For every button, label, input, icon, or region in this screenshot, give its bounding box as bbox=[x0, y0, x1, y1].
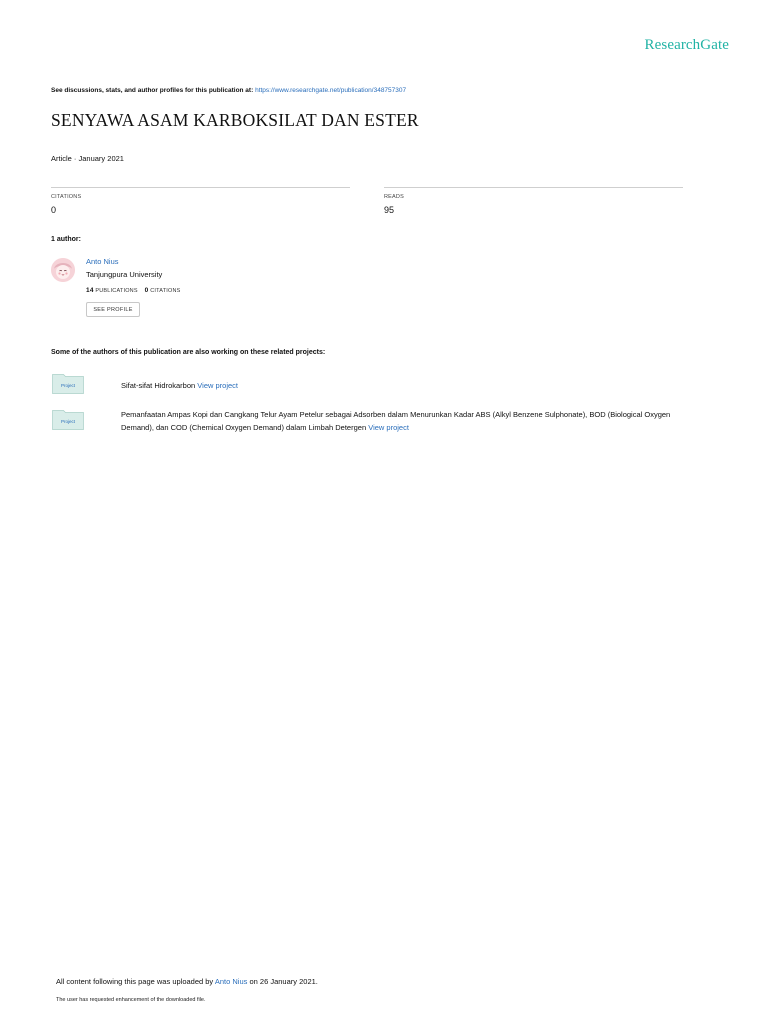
researchgate-logo[interactable]: ResearchGate bbox=[644, 37, 729, 53]
author-publications-label: PUBLICATIONS bbox=[95, 288, 138, 294]
author-institution: Tanjungpura University bbox=[86, 270, 163, 279]
project-title: Sifat-sifat Hidrokarbon bbox=[121, 381, 196, 390]
publication-title: SENYAWA ASAM KARBOKSILAT DAN ESTER bbox=[51, 110, 419, 130]
publication-meta: Article · January 2021 bbox=[51, 154, 124, 163]
download-note: The user has requested enhancement of the downloaded file. bbox=[56, 997, 206, 1003]
discussion-prefix: See discussions, stats, and author profiles for this publication at: bbox=[51, 87, 254, 94]
citations-label: CITATIONS bbox=[51, 194, 82, 200]
author-publications-count: 14 bbox=[86, 287, 94, 294]
project-item bbox=[121, 379, 238, 392]
view-project-link[interactable]: View project bbox=[197, 381, 239, 390]
see-profile-button[interactable]: SEE PROFILE bbox=[86, 302, 140, 317]
publication-url-link[interactable]: https://www.researchgate.net/publication/348757307 bbox=[255, 87, 407, 94]
author-avatar[interactable] bbox=[51, 258, 75, 282]
author-name-link[interactable]: Anto Nius bbox=[86, 257, 119, 266]
project-title-line: Pemanfaatan Ampas Kopi dan Cangkang Telur Ayam Petelur sebagai Adsorben dalam Menurunkan Kadar ABS (Alkyl Benzene Sulphonate), BOD (Biological Oxygen bbox=[121, 410, 671, 419]
reads-value: 95 bbox=[384, 205, 395, 215]
avatar-face-icon bbox=[51, 258, 75, 282]
uploader-link[interactable]: Anto Nius bbox=[214, 977, 248, 986]
project-title-line: Demand), dan COD (Chemical Oxygen Demand) dalam Limbah Detergen bbox=[121, 423, 367, 432]
project-folder-icon[interactable] bbox=[52, 372, 84, 399]
author-citations-count: 0 bbox=[144, 287, 149, 294]
author-stats bbox=[86, 287, 181, 294]
project-item bbox=[121, 408, 721, 434]
discussion-line bbox=[51, 87, 406, 94]
project-folder-label: Project bbox=[60, 383, 76, 388]
related-projects-heading: Some of the authors of this publication are also working on these related projects: bbox=[51, 349, 326, 356]
project-folder-label: Project bbox=[60, 419, 76, 424]
reads-label: READS bbox=[384, 194, 404, 200]
author-citations-label: CITATIONS bbox=[150, 288, 181, 294]
upload-prefix: All content following this page was uploaded by bbox=[56, 977, 214, 986]
reads-divider bbox=[384, 187, 683, 188]
view-project-link[interactable]: View project bbox=[368, 423, 409, 432]
upload-date: on 26 January 2021. bbox=[249, 977, 318, 986]
citations-divider bbox=[51, 187, 350, 188]
upload-notice bbox=[56, 977, 318, 986]
authors-heading: 1 author: bbox=[51, 236, 81, 243]
project-folder-icon[interactable] bbox=[52, 408, 84, 435]
citations-value: 0 bbox=[51, 205, 57, 215]
